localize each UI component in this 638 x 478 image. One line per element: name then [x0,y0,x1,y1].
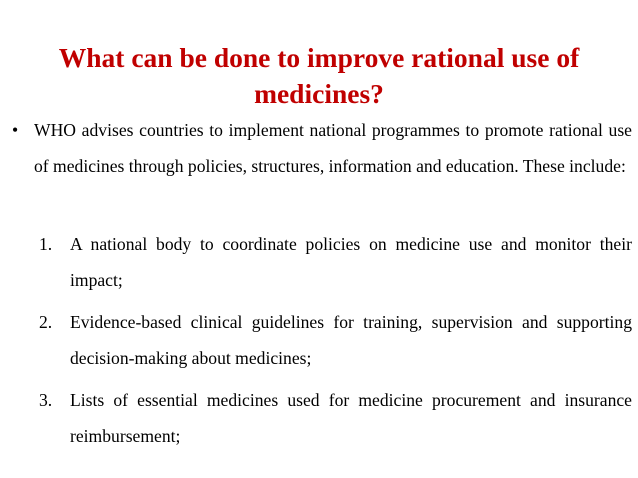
numbered-item [39,226,632,298]
bullet-marker: • [12,120,19,140]
bullet-item [12,112,632,184]
item-text: A national body to coordinate policies on medicine use and monitor their impact; [70,234,632,290]
numbered-item [39,304,632,376]
bullet-text: WHO advises countries to implement national programmes to promote rational use of medicines through policies, structures, information and education. These include: [34,120,632,176]
item-number: 1. [39,234,53,254]
numbered-list [39,226,632,460]
bullet-list [12,112,632,184]
item-number: 2. [39,312,53,332]
slide-title: What can be done to improve rational use of medicines? [58,42,580,109]
item-text: Lists of essential medicines used for medicine procurement and insurance reimbursement; [70,390,632,446]
numbered-item [39,382,632,454]
item-text: Evidence-based clinical guidelines for training, supervision and supporting decision-making about medicines; [70,312,632,368]
item-number: 3. [39,390,53,410]
